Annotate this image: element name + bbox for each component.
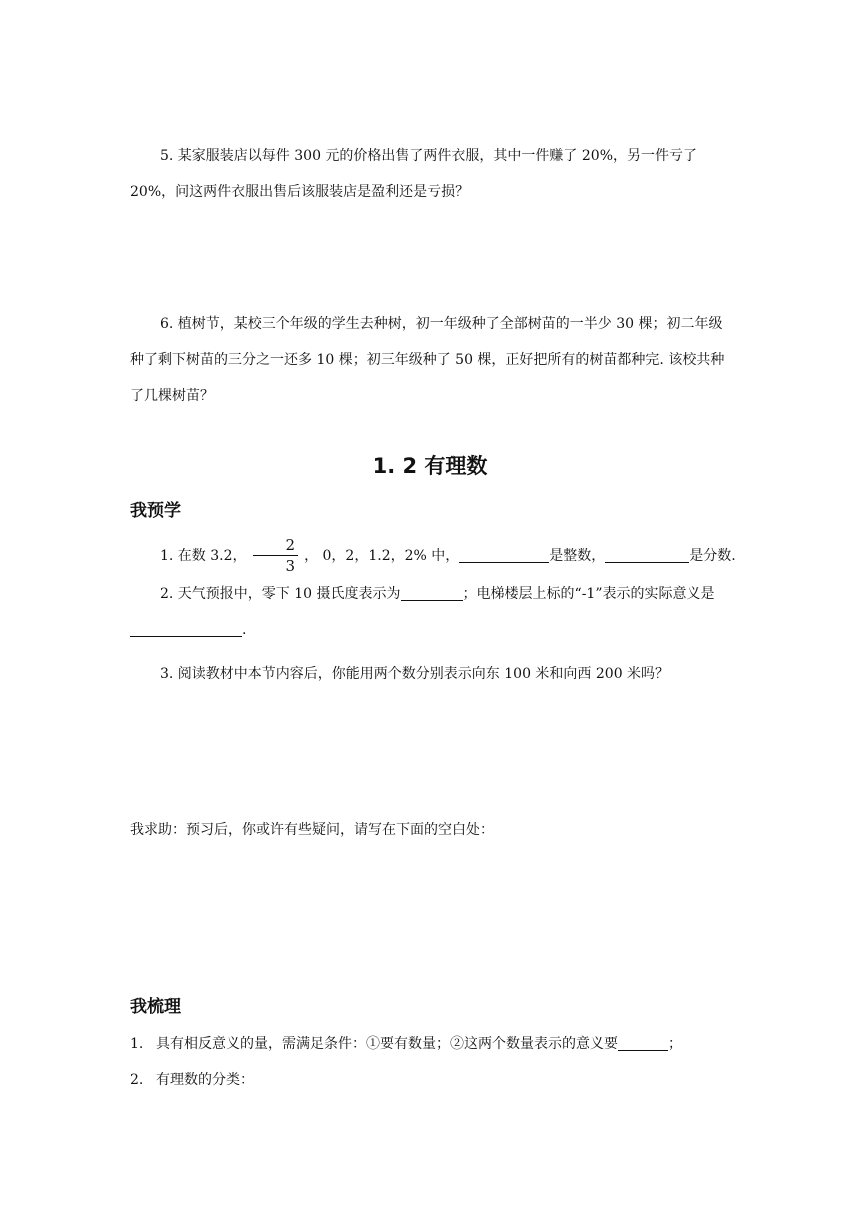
fraction-denominator: 3	[285, 557, 296, 575]
preview-item-1-after-fraction: ， 0，2，1.2，2% 中，	[304, 548, 460, 564]
review-item-2-number: 2.	[130, 1072, 144, 1088]
question-6: 6. 植树节，某校三个年级的学生去种树，初一年级种了全部树苗的一半少 30 棵；初二年级种了剩下树苗的三分之一还多 10 棵；初三年级种了 50 棵，正好把所有的树苗都种完. 该校共种了几棵树苗？	[130, 316, 725, 404]
review-item-1	[130, 1026, 736, 1062]
preview-item-2-part3: .	[242, 622, 247, 638]
review-item-1-number: 1.	[130, 1036, 144, 1052]
integer-answer-blank[interactable]	[459, 546, 549, 563]
preview-item-2-part2: ；电梯楼层上标的“-1”表示的实际意义是	[462, 586, 715, 602]
preview-item-1-end: 是分数.	[689, 548, 736, 564]
fraction-numerator: 2	[253, 538, 299, 556]
opposite-meaning-blank[interactable]	[618, 1034, 668, 1051]
review-heading: 我梳理	[130, 997, 181, 1017]
preview-item-1	[130, 536, 736, 576]
review-item-1-end: ；	[668, 1036, 682, 1052]
fraction-answer-blank[interactable]	[605, 546, 689, 563]
temperature-answer-blank[interactable]	[401, 584, 463, 601]
preview-heading: 我预学	[130, 501, 181, 521]
question-5: 5. 某家服装店以每件 300 元的价格出售了两件衣服，其中一件赚了 20%，另一件亏了 20%，问这两件衣服出售后该服装店是盈利还是亏损？	[130, 148, 697, 200]
elevator-meaning-blank[interactable]	[130, 620, 242, 637]
review-item-1-text: 具有相反意义的量，需满足条件：①要有数量；②这两个数量表示的意义要	[156, 1036, 618, 1052]
review-item-2	[130, 1062, 736, 1098]
help-prompt: 我求助：预习后，你或许有些疑问，请写在下面的空白处：	[130, 822, 494, 838]
fraction	[253, 538, 299, 574]
preview-item-2-part1: 2. 天气预报中，零下 10 摄氏度表示为	[160, 586, 401, 602]
preview-item-1-prefix: 1. 在数 3.2，	[160, 548, 247, 564]
preview-item-1-mid: 是整数，	[549, 548, 606, 564]
lesson-title: 1. 2 有理数	[372, 454, 488, 478]
preview-item-3: 3. 阅读教材中本节内容后，你能用两个数分别表示向东 100 米和向西 200 米吗？	[160, 666, 670, 682]
preview-item-2	[130, 576, 736, 648]
review-item-2-text: 有理数的分类：	[156, 1072, 254, 1088]
